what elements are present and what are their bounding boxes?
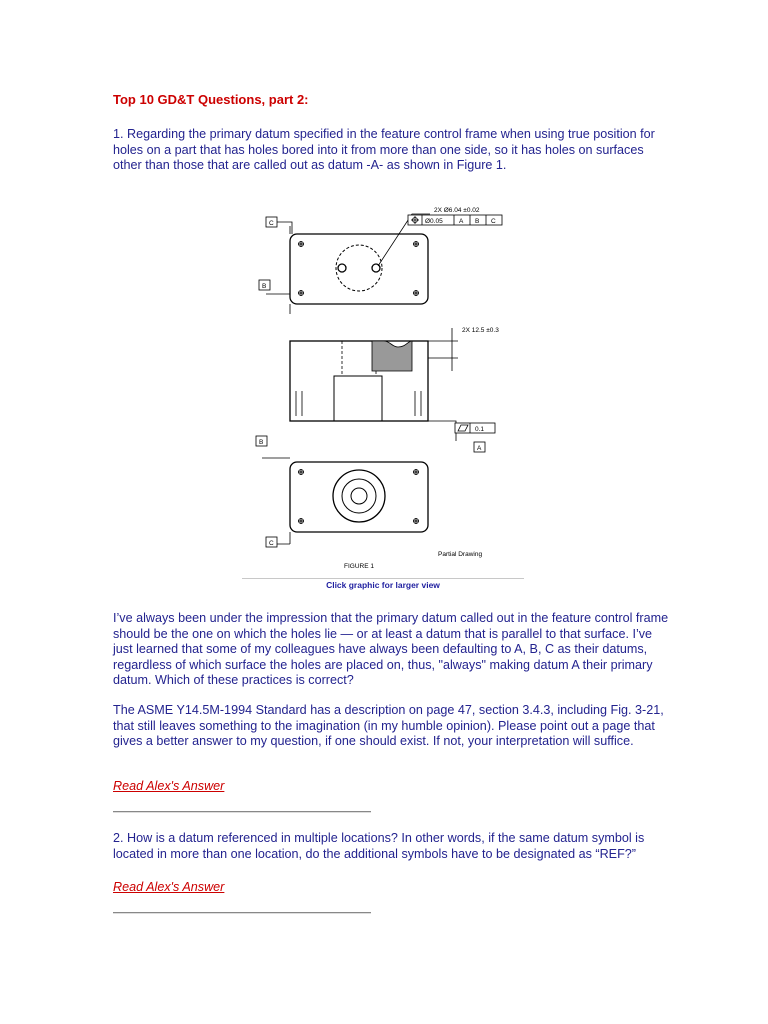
datum-c-label-top: C (269, 220, 274, 227)
read-answer-link-1[interactable]: Read Alex's Answer (113, 779, 225, 793)
figure-1[interactable] (242, 186, 524, 579)
page-title: Top 10 GD&T Questions, part 2: (113, 92, 309, 107)
flatness-value: 0.1 (475, 426, 485, 433)
fcf-datum-a: A (459, 218, 464, 225)
fcf-datum-c: C (491, 218, 496, 225)
top-view-hidden-bore (336, 245, 382, 291)
divider-1 (113, 811, 371, 813)
question-1-paragraph-3: The ASME Y14.5M-1994 Standard has a description on page 47, section 3.4.3, including Fig. 3-21, that still leaves something to the imagination (in my humble opinion). Please point out a page that gives a better answer to my question, if one should exist. If not, your interpretation will suffice. (113, 703, 664, 749)
figure-1-drawing[interactable] (242, 186, 524, 578)
datum-a-label: A (477, 445, 482, 452)
fcf-tolerance: Ø0.05 (425, 218, 443, 225)
datum-b-label-bottom: B (259, 439, 264, 446)
fcf-datum-b: B (475, 218, 480, 225)
depth-callout: 2X 12.5 ±0.3 (462, 327, 499, 334)
question-1-paragraph-2: I’ve always been under the impression that the primary datum called out in the feature control frame should be the one on which the holes lie — or at least a datum that is parallel to that surface. I’ve just learned that some of my colleagues have always been defaulting to A, B, C as their datums, regardless of which surface the holes are placed on, thus, "always" making datum A their primary datum. Which of these practices is correct? (113, 611, 669, 688)
question-1-text: 1. Regarding the primary datum specified in the feature control frame when using true position for holes on a part that has holes bored into it from more than one side, so it has holes on surfaces other than those that are called out as datum -A- as shown in Figure 1. (113, 127, 655, 173)
partial-drawing-label: Partial Drawing (438, 551, 483, 558)
figure-caption-link[interactable]: Click graphic for larger view (326, 580, 440, 590)
top-view-hole-left (338, 264, 346, 272)
hole-callout: 2X Ø6.04 ±0.02 (434, 207, 480, 214)
figure-label: FIGURE 1 (344, 563, 374, 570)
datum-b-label-top: B (262, 283, 267, 290)
divider-2 (113, 912, 371, 914)
read-answer-link-2[interactable]: Read Alex's Answer (113, 880, 225, 894)
bottom-view-outer-bore (333, 470, 385, 522)
datum-c-label-bottom: C (269, 540, 274, 547)
question-2-text: 2. How is a datum referenced in multiple locations? In other words, if the same datum symbol is located in more than one location, do the additional symbols have to be designated as “REF?” (113, 831, 645, 861)
